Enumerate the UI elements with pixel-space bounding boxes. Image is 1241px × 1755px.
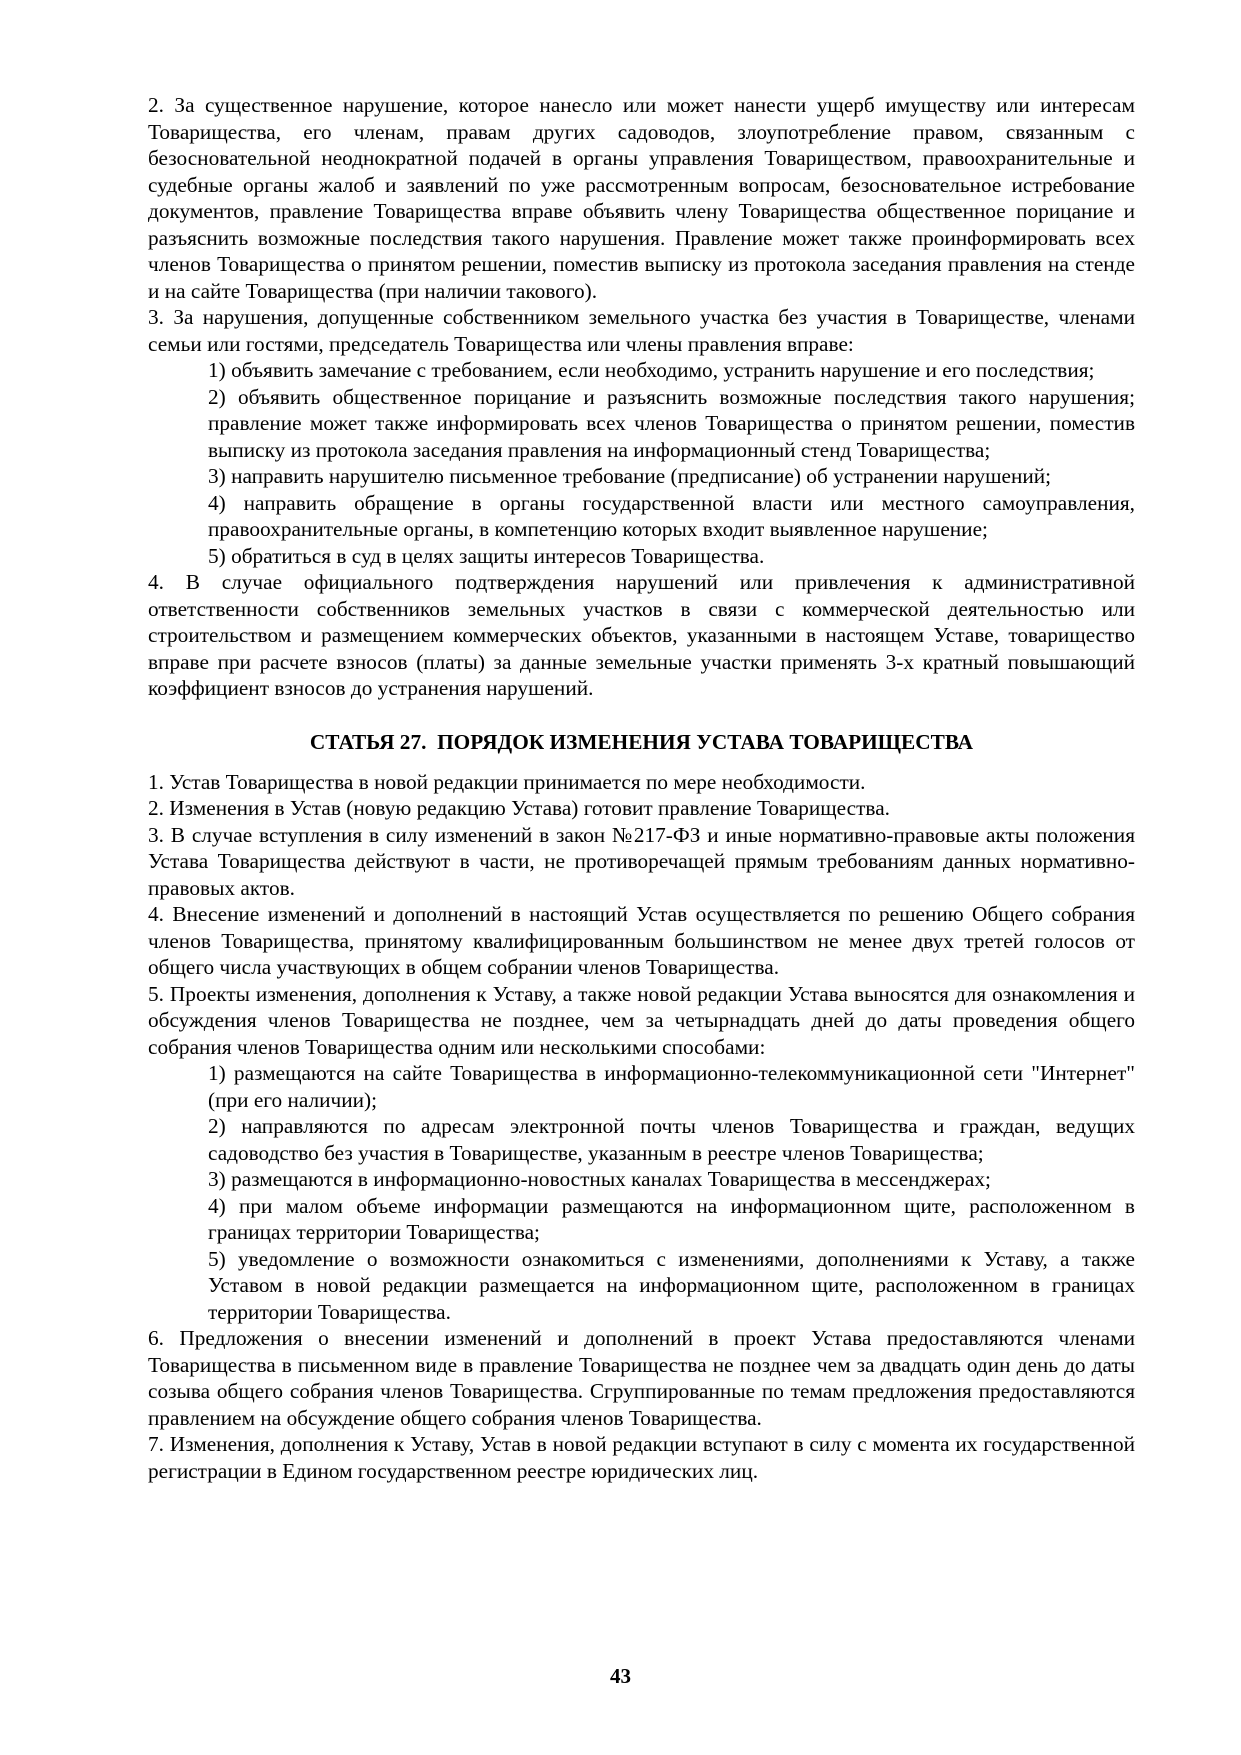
list-item: 3) размещаются в информационно-новостных каналах Товарищества в мессенджерах; (208, 1167, 991, 1191)
article-27-paragraph-5: 5. Проекты изменения, дополнения к Уставу, а также новой редакции Устава выносятся для ознакомления и обсуждения членов Товарищества не позднее, чем за четырнадцать дней до даты проведения общего собрания членов Товарищества одним или несколькими способами: (148, 981, 1135, 1059)
list-item: 1) размещаются на сайте Товарищества в информационно-телекоммуникационной сети "Интернет" (при его наличии); (208, 1061, 1135, 1112)
list-item: 4) направить обращение в органы государственной власти или местного самоуправления, правоохранительные органы, в компетенцию которых входит выявленное нарушение; (208, 490, 1135, 541)
paragraph-4: 4. В случае официального подтверждения нарушений или привлечения к административной ответственности собственников земельных участков в связи с коммерческой деятельностью или строительством и размещением коммерческих объектов, указанными в настоящем Уставе, товарищество вправе при расчете взносов (платы) за данные земельные участки применять 3-х кратный повышающий коэффициент взносов до устранения нарушений. (148, 570, 1135, 700)
list-item: 1) объявить замечание с требованием, если необходимо, устранить нарушение и его последствия; (208, 358, 1095, 382)
list-item: 3) направить нарушителю письменное требование (предписание) об устранении нарушений; (208, 464, 1052, 488)
paragraph-2: 2. За существенное нарушение, которое нанесло или может нанести ущерб имуществу или интересам Товарищества, его членам, правам других садоводов, злоупотребление правом, связанным с безосновательной неоднократной подачей в органы управления Товариществом, правоохранительные и судебные органы жалоб и заявлений по уже рассмотренным вопросам, безосновательное истребование документов, правление Товарищества вправе объявить члену Товарищества общественное порицание и разъяснить возможные последствия такого нарушения. Правление может также проинформировать всех членов Товарищества о принятом решении, поместив выписку из протокола заседания правления на стенде и на сайте Товарищества (при наличии такового). (148, 93, 1135, 303)
list-item: 5) уведомление о возможности ознакомиться с изменениями, дополнениями к Уставу, а также Уставом в новой редакции размещается на информационном щите, расположенном в границах территории Товарищества. (208, 1246, 1135, 1324)
article-27-paragraph-4: 4. Внесение изменений и дополнений в настоящий Устав осуществляется по решению Общего собрания членов Товарищества, принятому квалифицированным большинством не менее двух третей голосов от общего числа участвующих в общем собрании членов Товарищества. (148, 902, 1135, 979)
article-27-paragraph-5-list (148, 1060, 1135, 1325)
article-heading: СТАТЬЯ 27. ПОРЯДОК ИЗМЕНЕНИЯ УСТАВА ТОВАРИЩЕСТВА (309, 729, 974, 754)
article-27-paragraph-3: 3. В случае вступления в силу изменений в закон №217-ФЗ и иные нормативно-правовые акты положения Устава Товарищества действуют в части, не противоречащей прямым требованиям данных нормативно-правовых актов. (148, 822, 1135, 900)
paragraph-3-list (148, 357, 1135, 569)
article-27-section (148, 728, 1135, 1485)
page-number: 43 (610, 1664, 631, 1688)
document-page (148, 92, 1135, 1484)
list-item: 4) при малом объеме информации размещаются на информационном щите, расположенном в границах территории Товарищества; (208, 1193, 1135, 1244)
list-item: 2) объявить общественное порицание и разъяснить возможные последствия такого нарушения; правление может также информировать всех членов Товарищества о принятом решении, поместив выписку из протокола заседания правления на информационный стенд Товарищества; (208, 384, 1135, 462)
article-27-paragraph-6: 6. Предложения о внесении изменений и дополнений в проект Устава предоставляются членами Товарищества в письменном виде в правление Товарищества не позднее чем за двадцать один день до даты созыва общего собрания членов Товарищества. Сгруппированные по темам предложения предоставляются правлением на обсуждение общего собрания членов Товарищества. (148, 1326, 1135, 1430)
list-item: 2) направляются по адресам электронной почты членов Товарищества и граждан, ведущих садоводство без участия в Товариществе, указанным в реестре членов Товарищества; (208, 1114, 1135, 1165)
list-item: 5) обратиться в суд в целях защиты интересов Товарищества. (208, 543, 765, 568)
previous-article-section (148, 92, 1135, 702)
article-27-paragraph-2: 2. Изменения в Устав (новую редакцию Устава) готовит правление Товарищества. (148, 796, 890, 820)
article-27-paragraph-1: 1. Устав Товарищества в новой редакции принимается по мере необходимости. (148, 769, 866, 794)
article-27-paragraph-7: 7. Изменения, дополнения к Уставу, Устав в новой редакции вступают в силу с момента их государственной регистрации в Едином государственном реестре юридических лиц. (148, 1432, 1135, 1483)
paragraph-3: 3. За нарушения, допущенные собственником земельного участка без участия в Товариществе, членами семьи или гостями, председатель Товарищества или члены правления вправе: (148, 305, 1135, 356)
